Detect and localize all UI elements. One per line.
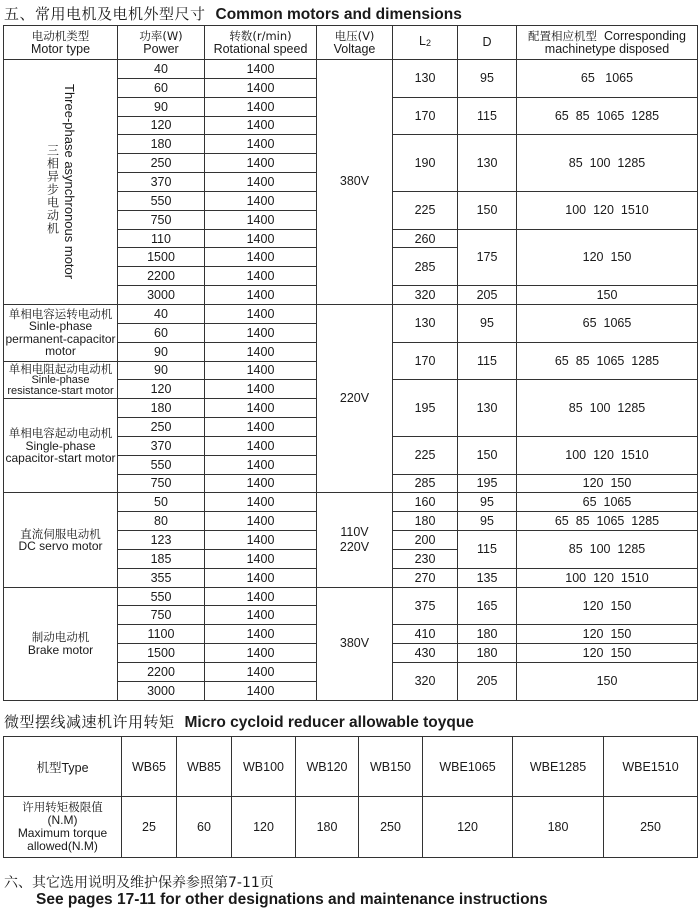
header-machine: 配置相应机型 Corresponding machinetype disposed	[517, 26, 698, 60]
table-row	[4, 493, 698, 512]
motor-dimensions-table	[3, 25, 698, 701]
power-cell: 1500	[118, 644, 205, 663]
l2-cell: 230	[393, 549, 458, 568]
motor-type-zh: 直流伺服电动机	[20, 526, 101, 541]
section-title-en: Common motors and dimensions	[215, 6, 462, 23]
speed-cell: 1400	[205, 512, 317, 531]
torque-value-cell: 60	[177, 797, 232, 858]
d-cell: 175	[458, 229, 517, 286]
model-row	[4, 737, 698, 797]
power-cell: 550	[118, 587, 205, 606]
motor-type-zh: 三相异步电动机	[45, 144, 60, 236]
speed-cell: 1400	[205, 436, 317, 455]
l2-cell: 320	[393, 663, 458, 701]
power-cell: 50	[118, 493, 205, 512]
l2-cell: 160	[393, 493, 458, 512]
voltage-cell	[317, 304, 393, 492]
motor-type-en: Sinle-phase resistance-start motor	[7, 374, 114, 398]
machine-cell: 65 85 1065 1285	[517, 512, 698, 531]
torque-value-cell: 180	[513, 797, 604, 858]
l2-cell: 270	[393, 568, 458, 587]
power-cell: 120	[118, 116, 205, 135]
speed-cell: 1400	[205, 248, 317, 267]
power-cell: 90	[118, 342, 205, 361]
torque-value-cell: 120	[232, 797, 296, 858]
motor-type-cell	[4, 587, 118, 700]
torque-value-cell: 250	[604, 797, 698, 858]
l2-cell: 225	[393, 191, 458, 229]
d-cell: 165	[458, 587, 517, 625]
motor-type-cell	[4, 60, 118, 305]
voltage-value: 220V	[339, 540, 370, 555]
speed-cell: 1400	[205, 681, 317, 700]
power-cell: 550	[118, 191, 205, 210]
d-cell: 150	[458, 436, 517, 474]
machine-cell: 150	[517, 663, 698, 701]
motor-type-zh: 单相电容运转电动机	[8, 306, 113, 321]
motor-type-zh: 单相电阻起动电动机	[8, 361, 113, 376]
header-voltage: 电压(V) Voltage	[317, 26, 393, 60]
d-cell: 95	[458, 60, 517, 98]
model-cell: WBE1285	[513, 737, 604, 797]
d-cell: 115	[458, 531, 517, 569]
d-cell: 205	[458, 663, 517, 701]
machine-cell: 120 150	[517, 474, 698, 493]
machine-cell: 85 100 1285	[517, 380, 698, 437]
machine-cell: 120 150	[517, 625, 698, 644]
motor-type-en: Brake motor	[27, 642, 94, 657]
speed-cell: 1400	[205, 154, 317, 173]
voltage-value: 110V	[340, 525, 369, 540]
section-title-zh: 微型摆线减速机许用转矩	[4, 713, 175, 731]
speed-cell: 1400	[205, 173, 317, 192]
model-cell: WB100	[232, 737, 296, 797]
l2-cell: 170	[393, 342, 458, 380]
model-cell: WB150	[359, 737, 423, 797]
l2-cell: 285	[393, 474, 458, 493]
speed-cell: 1400	[205, 549, 317, 568]
power-cell: 370	[118, 436, 205, 455]
l2-cell: 375	[393, 587, 458, 625]
speed-cell: 1400	[205, 418, 317, 437]
voltage-value: 380V	[339, 174, 370, 189]
speed-cell: 1400	[205, 229, 317, 248]
speed-cell: 1400	[205, 361, 317, 380]
power-cell: 250	[118, 154, 205, 173]
machine-cell: 85 100 1285	[517, 135, 698, 192]
section-title-en: Micro cycloid reducer allowable toyque	[184, 714, 474, 731]
d-cell: 130	[458, 135, 517, 192]
l2-cell: 190	[393, 135, 458, 192]
machine-cell: 100 120 1510	[517, 191, 698, 229]
header-l2: $L_2$	[393, 26, 458, 60]
footer-note-zh: 六、其它选用说明及维护保养参照第7-11页	[4, 875, 274, 891]
power-cell: 40	[118, 304, 205, 323]
model-cell: WBE1510	[604, 737, 698, 797]
speed-cell: 1400	[205, 644, 317, 663]
d-cell: 205	[458, 286, 517, 305]
speed-cell: 1400	[205, 116, 317, 135]
power-cell: 355	[118, 568, 205, 587]
speed-cell: 1400	[205, 455, 317, 474]
header-speed: 转数(r/min) Rotational speed	[205, 26, 317, 60]
model-cell: WB85	[177, 737, 232, 797]
d-cell: 135	[458, 568, 517, 587]
machine-cell: 120 150	[517, 587, 698, 625]
speed-cell: 1400	[205, 531, 317, 550]
l2-cell: 170	[393, 97, 458, 135]
d-cell: 150	[458, 191, 517, 229]
voltage-value: 220V	[339, 391, 370, 406]
speed-cell: 1400	[205, 304, 317, 323]
section-title-torque	[4, 711, 474, 732]
motor-type-zh: 单相电容起动电动机	[8, 426, 113, 441]
torque-label: 许用转矩极限值 (N.M) Maximum torque allowed(N.M)	[4, 797, 122, 858]
power-cell: 185	[118, 549, 205, 568]
d-cell: 95	[458, 304, 517, 342]
power-cell: 2200	[118, 663, 205, 682]
machine-cell: 65 1065	[517, 493, 698, 512]
torque-value-cell: 25	[122, 797, 177, 858]
torque-value-cell: 180	[296, 797, 359, 858]
d-cell: 95	[458, 493, 517, 512]
torque-row	[4, 797, 698, 858]
power-cell: 40	[118, 60, 205, 79]
speed-cell: 1400	[205, 493, 317, 512]
machine-cell: 120 150	[517, 229, 698, 286]
header-motor-type: 电动机类型 Motor type	[4, 26, 118, 60]
power-cell: 1100	[118, 625, 205, 644]
l2-cell: 285	[393, 248, 458, 286]
d-cell: 115	[458, 342, 517, 380]
power-cell: 750	[118, 474, 205, 493]
table-row	[4, 304, 698, 323]
power-cell: 80	[118, 512, 205, 531]
machine-cell: 120 150	[517, 644, 698, 663]
voltage-cell	[317, 587, 393, 700]
motor-type-cell	[4, 399, 118, 493]
motor-type-cell	[4, 493, 118, 587]
l2-cell: 195	[393, 380, 458, 437]
header-d: D	[458, 26, 517, 60]
speed-cell: 1400	[205, 323, 317, 342]
speed-cell: 1400	[205, 267, 317, 286]
machine-cell: 65 1065	[517, 60, 698, 98]
motor-type-en: Sinle-phase permanent-capacitor motor	[5, 319, 116, 359]
torque-table	[3, 736, 698, 858]
l2-cell: 130	[393, 304, 458, 342]
speed-cell: 1400	[205, 399, 317, 418]
motor-type-zh: 制动电动机	[31, 630, 90, 645]
machine-cell: 150	[517, 286, 698, 305]
power-cell: 750	[118, 210, 205, 229]
speed-cell: 1400	[205, 568, 317, 587]
d-cell: 195	[458, 474, 517, 493]
power-cell: 3000	[118, 286, 205, 305]
section-title-motors	[4, 3, 462, 24]
l2-cell: 410	[393, 625, 458, 644]
power-cell: 1500	[118, 248, 205, 267]
machine-cell: 100 120 1510	[517, 436, 698, 474]
motor-type-cell	[4, 361, 118, 399]
speed-cell: 1400	[205, 474, 317, 493]
table-row	[4, 60, 698, 79]
power-cell: 250	[118, 418, 205, 437]
d-cell: 115	[458, 97, 517, 135]
power-cell: 123	[118, 531, 205, 550]
torque-value-cell: 250	[359, 797, 423, 858]
power-cell: 180	[118, 135, 205, 154]
power-cell: 120	[118, 380, 205, 399]
l2-cell: 130	[393, 60, 458, 98]
power-cell: 550	[118, 455, 205, 474]
speed-cell: 1400	[205, 606, 317, 625]
power-cell: 90	[118, 361, 205, 380]
voltage-value: 380V	[339, 636, 370, 651]
l2-cell: 200	[393, 531, 458, 550]
motor-type-en: Single-phase capacitor-start motor	[5, 438, 116, 466]
table-header-row	[4, 26, 698, 60]
power-cell: 370	[118, 173, 205, 192]
speed-cell: 1400	[205, 587, 317, 606]
speed-cell: 1400	[205, 78, 317, 97]
motor-type-en: DC servo motor	[18, 539, 103, 554]
speed-cell: 1400	[205, 210, 317, 229]
machine-cell: 65 1065	[517, 304, 698, 342]
power-cell: 2200	[118, 267, 205, 286]
type-label: 机型Type	[4, 737, 122, 797]
power-cell: 750	[118, 606, 205, 625]
l2-cell: 225	[393, 436, 458, 474]
power-cell: 180	[118, 399, 205, 418]
power-cell: 60	[118, 323, 205, 342]
d-cell: 95	[458, 512, 517, 531]
d-cell: 180	[458, 625, 517, 644]
machine-cell: 85 100 1285	[517, 531, 698, 569]
machine-cell: 65 85 1065 1285	[517, 342, 698, 380]
machine-cell: 100 120 1510	[517, 568, 698, 587]
speed-cell: 1400	[205, 60, 317, 79]
section-title-zh: 五、常用电机及电机外型尺寸	[4, 5, 206, 23]
speed-cell: 1400	[205, 135, 317, 154]
header-power: 功率(W) Power	[118, 26, 205, 60]
speed-cell: 1400	[205, 286, 317, 305]
speed-cell: 1400	[205, 191, 317, 210]
model-cell: WB65	[122, 737, 177, 797]
motor-type-cell	[4, 304, 118, 361]
speed-cell: 1400	[205, 342, 317, 361]
l2-cell: 430	[393, 644, 458, 663]
torque-value-cell: 120	[423, 797, 513, 858]
model-cell: WBE1065	[423, 737, 513, 797]
d-cell: 180	[458, 644, 517, 663]
voltage-cell	[317, 60, 393, 305]
motor-type-label	[46, 84, 75, 279]
power-cell: 60	[118, 78, 205, 97]
power-cell: 110	[118, 229, 205, 248]
footer-note-en: See pages 17-11 for other designations and maintenance instructions	[36, 891, 548, 908]
l2-cell: 260	[393, 229, 458, 248]
power-cell: 3000	[118, 681, 205, 700]
model-cell: WB120	[296, 737, 359, 797]
machine-cell: 65 85 1065 1285	[517, 97, 698, 135]
voltage-cell	[317, 493, 393, 587]
motor-type-en: Three-phase asynchronous motor	[62, 84, 77, 280]
speed-cell: 1400	[205, 97, 317, 116]
speed-cell: 1400	[205, 625, 317, 644]
d-cell: 130	[458, 380, 517, 437]
speed-cell: 1400	[205, 380, 317, 399]
power-cell: 90	[118, 97, 205, 116]
table-row	[4, 587, 698, 606]
l2-cell: 320	[393, 286, 458, 305]
l2-cell: 180	[393, 512, 458, 531]
speed-cell: 1400	[205, 663, 317, 682]
